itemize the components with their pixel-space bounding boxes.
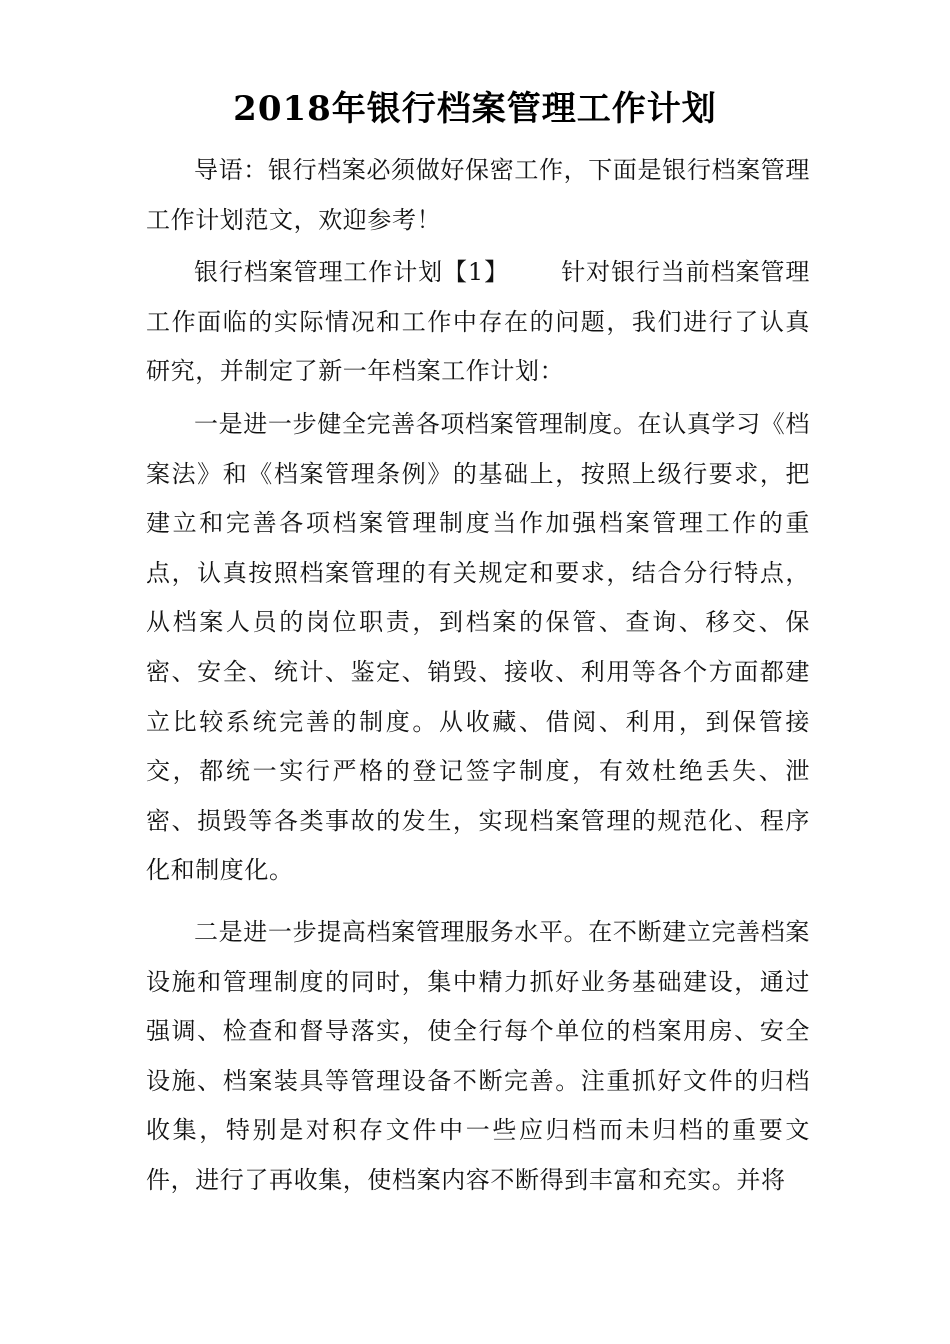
section-paragraph: [146, 248, 810, 397]
document-title: 2018年银行档案管理工作计划: [233, 89, 717, 129]
document-body: [146, 146, 810, 1205]
point-one-paragraph: 一是进一步健全完善各项档案管理制度。在认真学习《档案法》和《档案管理条例》的基础上，按照上级行要求，把建立和完善各项档案管理制度当作加强档案管理工作的重点，认真按照档案管理的有关规定和要求，结合分行特点，从档案人员的岗位职责，到档案的保管、查询、移交、保密、安全、统计、鉴定、销毁、接收、利用等各个方面都建立比较系统完善的制度。从收藏、借阅、利用，到保管接交，都统一实行严格的登记签字制度，有效杜绝丢失、泄密、损毁等各类事故的发生，实现档案管理的规范化、程序化和制度化。: [146, 409, 810, 885]
intro-paragraph: 导语：银行档案必须做好保密工作，下面是银行档案管理工作计划范文，欢迎参考！: [146, 156, 810, 234]
point-two-paragraph: 二是进一步提高档案管理服务水平。在不断建立完善档案设施和管理制度的同时，集中精力抓好业务基础建设，通过强调、检查和督导落实，使全行每个单位的档案用房、安全设施、档案装具等管理设备不断完善。注重抓好文件的归档收集，特别是对积存文件中一些应归档而未归档的重要文件，进行了再收集，使档案内容不断得到丰富和充实。并将: [146, 917, 810, 1194]
section-intro: 针对银行当前档案管理工作面临的实际情况和工作中存在的问题，我们进行了认真研究，并制定了新一年档案工作计划：: [146, 258, 810, 386]
section-heading: 银行档案管理工作计划【1】: [194, 258, 509, 287]
